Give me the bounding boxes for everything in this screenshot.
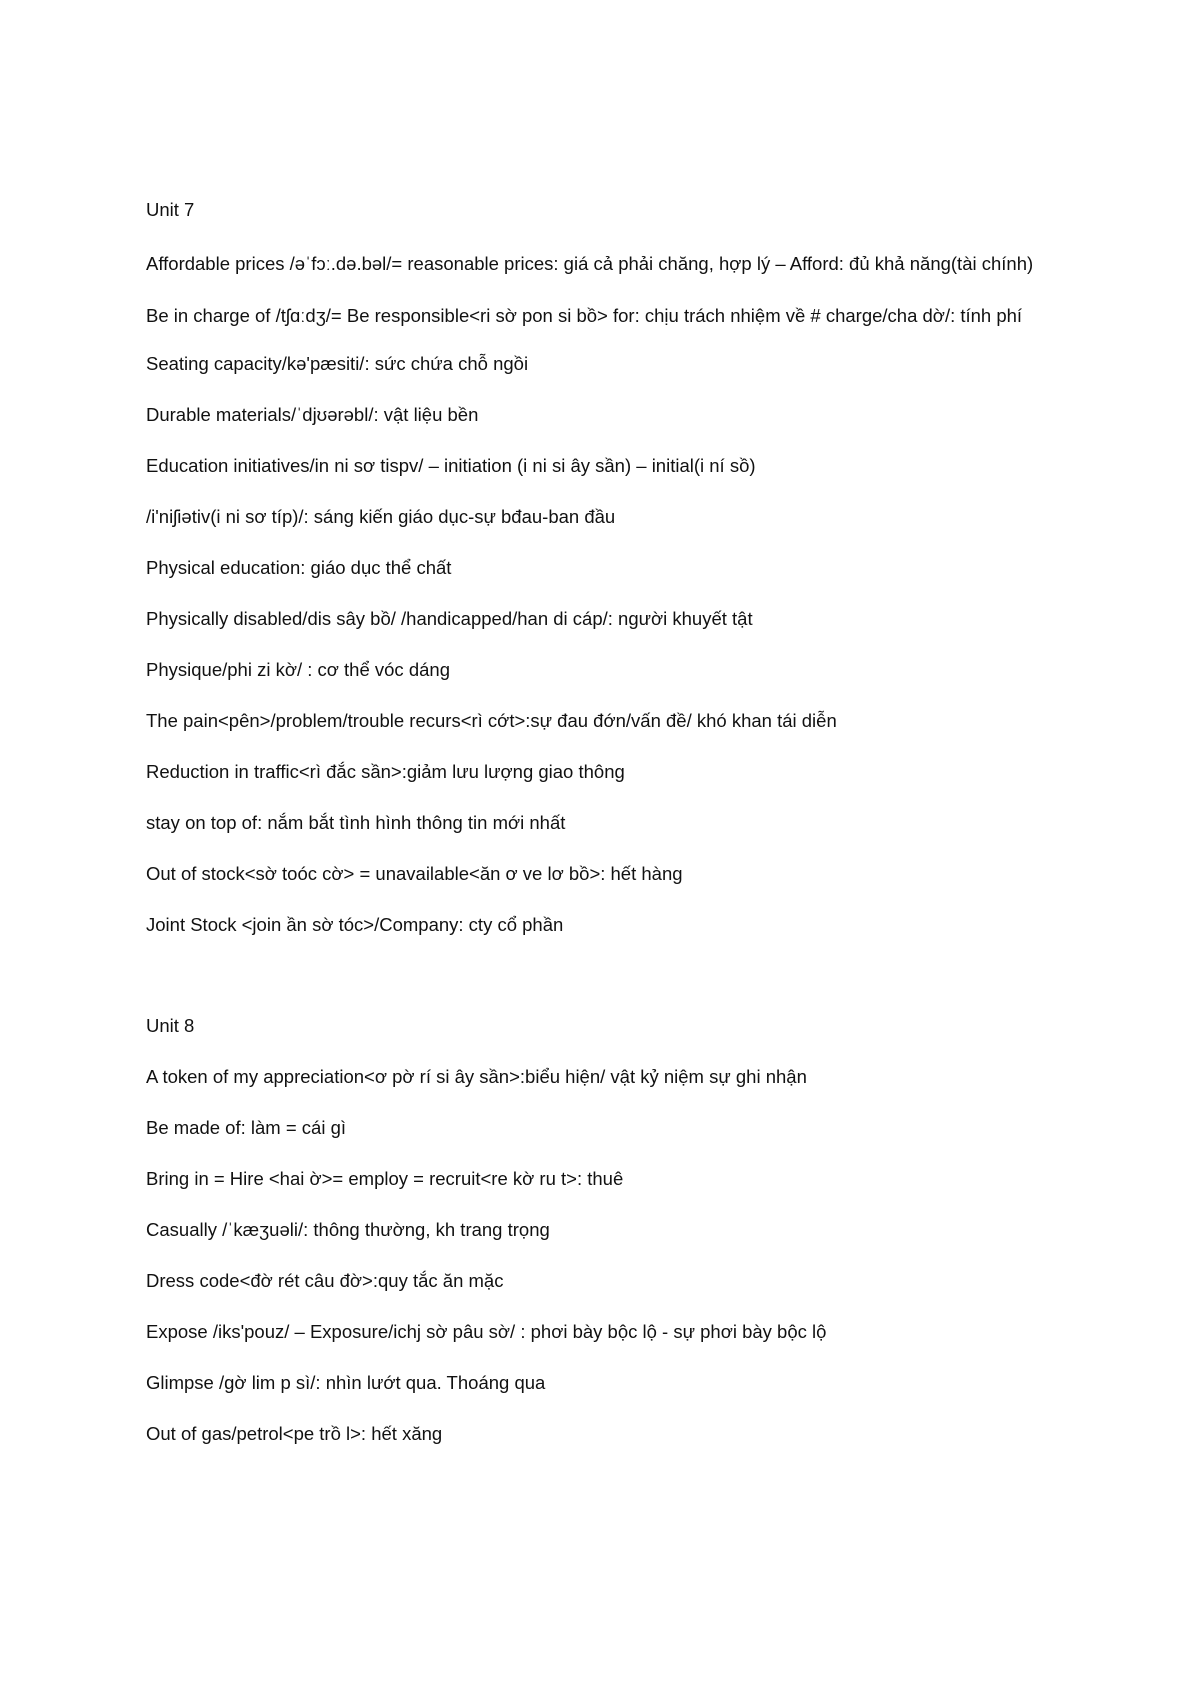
section-spacer xyxy=(146,963,1066,1013)
vocab-entry: Joint Stock <join ần sờ tóc>/Company: cty cổ phần xyxy=(146,914,564,935)
vocab-entry: Physical education: giáo dục thể chất xyxy=(146,557,452,578)
document-body xyxy=(146,197,1066,1472)
vocab-entry: Be in charge of /tʃɑːdʒ/= Be responsible<ri sờ pon si bồ> for: chịu trách nhiệm về # charge/cha dờ/: tính phí xyxy=(146,304,1023,326)
vocab-entry: stay on top of: nắm bắt tình hình thông tin mới nhất xyxy=(146,812,566,833)
unit-heading: Unit 7 xyxy=(146,199,195,220)
vocab-entry: Glimpse /gờ lim p sì/: nhìn lướt qua. Thoáng qua xyxy=(146,1372,546,1393)
vocab-entry: Physically disabled/dis sây bồ/ /handicapped/han di cáp/: người khuyết tật xyxy=(146,608,753,629)
unit-heading: Unit 8 xyxy=(146,1015,195,1036)
vocab-entry: Education initiatives/in ni sơ tispv/ – initiation (i ni si ây sần) – initial(i ní sồ) xyxy=(146,455,756,476)
vocab-entry: Physique/phi zi kờ/ : cơ thể vóc dáng xyxy=(146,659,450,680)
vocab-entry: Out of gas/petrol<pe trồ l>: hết xăng xyxy=(146,1423,443,1444)
vocab-entry: Be made of: làm = cái gì xyxy=(146,1117,347,1138)
vocab-entry: The pain<pên>/problem/trouble recurs<rì cớt>:sự đau đớn/vấn đề/ khó khan tái diễn xyxy=(146,710,837,731)
vocab-entry: Dress code<đờ rét câu đờ>:quy tắc ăn mặc xyxy=(146,1270,504,1291)
vocab-entry: Out of stock<sờ toóc cờ> = unavailable<ăn ơ ve lơ bồ>: hết hàng xyxy=(146,863,683,884)
vocab-entry: Casually /ˈkæʒuəli/: thông thường, kh trang trọng xyxy=(146,1219,550,1240)
vocab-entry: Affordable prices /əˈfɔː.də.bəl/= reasonable prices: giá cả phải chăng, hợp lý – Afford: đủ khả năng(tài chính) xyxy=(146,253,1034,274)
vocab-entry: Reduction in traffic<rì đắc sần>:giảm lưu lượng giao thông xyxy=(146,761,625,782)
vocab-entry: Durable materials/ˈdjʊərəbl/: vật liệu bền xyxy=(146,404,479,425)
vocab-entry: Bring in = Hire <hai ờ>= employ = recruit<re kờ ru t>: thuê xyxy=(146,1168,624,1189)
vocab-entry: A token of my appreciation<ơ pờ rí si ây sần>:biểu hiện/ vật kỷ niệm sự ghi nhận xyxy=(146,1066,807,1087)
vocab-entry: /i'niʃiətiv(i ni sơ típ)/: sáng kiến giáo dục-sự bđau-ban đầu xyxy=(146,506,616,527)
vocab-entry: Seating capacity/kə'pæsiti/: sức chứa chỗ ngồi xyxy=(146,353,529,374)
vocab-entry: Expose /iks'pouz/ – Exposure/ichj sờ pâu sờ/ : phơi bày bộc lộ - sự phơi bày bộc lộ xyxy=(146,1321,827,1342)
